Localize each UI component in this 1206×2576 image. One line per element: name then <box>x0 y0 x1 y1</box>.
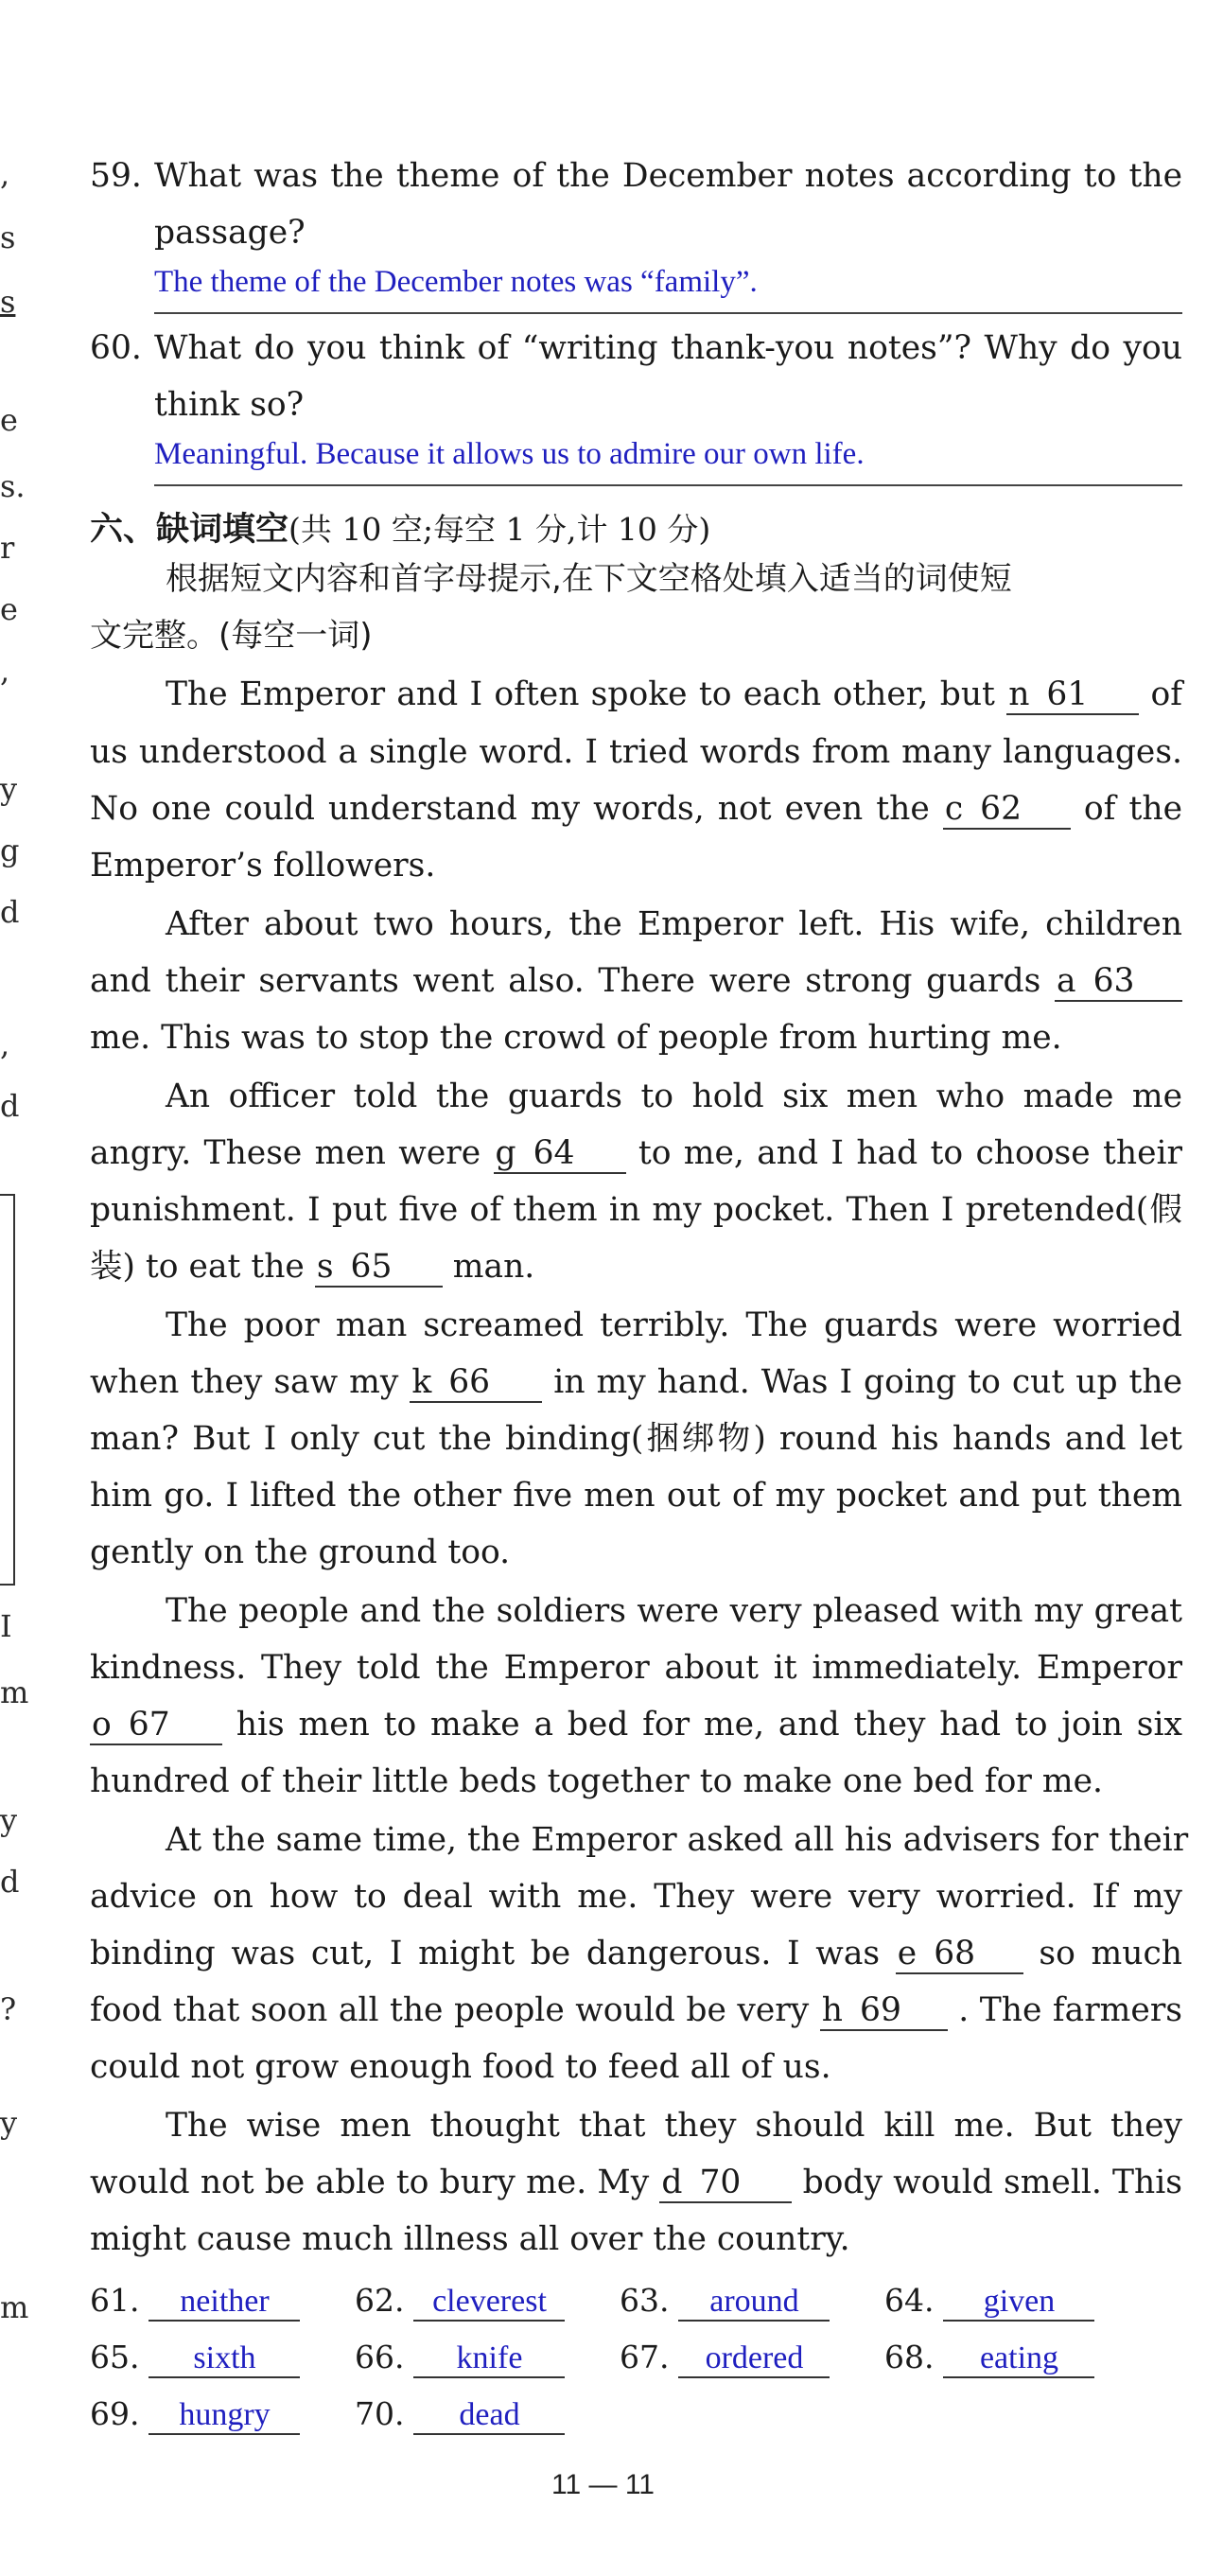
passage-text: would not be able to bury me. My <box>90 2164 650 2201</box>
blank-letter: s <box>316 1248 334 1286</box>
passage-text: body would smell. This <box>802 2164 1183 2201</box>
edge-fragment: , <box>0 156 10 192</box>
answer-67 <box>620 2339 830 2378</box>
passage-line: gently on the ground too. <box>90 1533 511 1571</box>
passage-text: of <box>1150 675 1183 713</box>
blank-letter: c <box>944 790 964 828</box>
passage-text: in my hand. Was I going to cut up the <box>553 1363 1183 1401</box>
passage-text: binding was cut, I might be dangerous. I was <box>90 1935 881 1972</box>
answer-68 <box>884 2339 1094 2378</box>
edge-fragment: r <box>0 530 15 566</box>
answer-65 <box>90 2339 300 2378</box>
answer-word[interactable]: sixth <box>149 2340 300 2378</box>
passage-line: might cause much illness all over the country. <box>90 2220 850 2258</box>
passage-line <box>90 1991 1182 2031</box>
passage-line: punishment. I put five of them in my pocket. Then I pretended(假 <box>90 1191 1182 1229</box>
answer-word[interactable]: neither <box>149 2284 300 2322</box>
answer-word[interactable]: hungry <box>149 2397 300 2435</box>
blank-70[interactable] <box>659 2165 792 2203</box>
passage-line: me. This was to stop the crowd of people from hurting me. <box>90 1019 1062 1057</box>
answer-64 <box>884 2282 1094 2322</box>
edge-fragment: y <box>0 1802 18 1838</box>
blank-number: 69 <box>860 1991 901 2029</box>
answer-number: 67. <box>620 2339 670 2375</box>
passage-line: kindness. They told the Emperor about it immediately. Emperor <box>90 1649 1182 1687</box>
instruction-text: 根据短文内容和首字母提示,在下文空格处填入适当的词使短 <box>166 560 1012 598</box>
edge-fragment: y <box>0 771 18 807</box>
answer-66 <box>355 2339 565 2378</box>
page-number: 11 — 11 <box>551 2469 655 2500</box>
answer-line <box>154 484 1182 486</box>
passage-line: The wise men thought that they should kill me. But they <box>166 2107 1182 2145</box>
edge-fragment: m <box>0 2289 29 2325</box>
edge-fragment: d <box>0 894 20 930</box>
passage-text: angry. These men were <box>90 1134 481 1172</box>
blank-66[interactable] <box>410 1365 542 1403</box>
answer-text: Meaningful. Because it allows us to admire our own life. <box>154 437 865 471</box>
answer-line <box>154 312 1182 314</box>
edge-fragment: s <box>0 219 16 255</box>
edge-fragment: d <box>0 1864 20 1900</box>
passage-text: his men to make a bed for me, and they had to join six <box>236 1706 1183 1744</box>
passage-text: to me, and I had to choose their <box>638 1134 1183 1172</box>
passage-line: After about two hours, the Emperor left. His wife, children <box>166 905 1182 943</box>
answer-word[interactable]: knife <box>413 2340 565 2378</box>
blank-61[interactable] <box>1006 677 1139 715</box>
edge-box <box>0 1194 15 1586</box>
passage-line: advice on how to deal with me. They were very worried. If my <box>90 1878 1182 1916</box>
passage-line: him go. I lifted the other five men out of my pocket and put them <box>90 1477 1182 1515</box>
passage-line: Emperor’s followers. <box>90 847 436 885</box>
passage-line: The people and the soldiers were very pleased with my great <box>166 1592 1182 1630</box>
passage-line <box>90 1134 1182 1174</box>
blank-letter: o <box>92 1706 112 1744</box>
blank-68[interactable] <box>896 1936 1023 1974</box>
edge-fragment: y <box>0 2105 18 2141</box>
edge-fragment: d <box>0 1088 20 1124</box>
blank-69[interactable] <box>820 1993 948 2031</box>
answer-word[interactable]: eating <box>943 2340 1094 2378</box>
blank-number: 62 <box>980 790 1022 828</box>
blank-number: 68 <box>934 1935 976 1972</box>
blank-letter: a <box>1057 962 1076 1000</box>
question-number: 59. <box>90 157 142 195</box>
blank-62[interactable] <box>943 792 1071 830</box>
blank-letter: e <box>897 1935 918 1972</box>
edge-fragment: s. <box>0 468 26 504</box>
answer-number: 63. <box>620 2282 670 2319</box>
answer-number: 70. <box>355 2395 405 2432</box>
passage-text: so much <box>1039 1935 1183 1972</box>
edge-fragment: , <box>0 1026 10 1062</box>
answer-word[interactable]: given <box>943 2284 1094 2322</box>
section-scoring: (共 10 空;每空 1 分,计 10 分) <box>288 511 711 548</box>
edge-fragment: , <box>0 653 10 689</box>
blank-letter: d <box>661 2164 683 2201</box>
edge-fragment: g <box>0 832 20 868</box>
blank-number: 64 <box>533 1134 575 1172</box>
passage-line <box>90 790 1182 830</box>
passage-line <box>90 962 1182 1002</box>
passage-line <box>90 1935 1182 1974</box>
answer-62 <box>355 2282 565 2322</box>
blank-67[interactable] <box>90 1708 222 1745</box>
answer-number: 61. <box>90 2282 140 2319</box>
blank-number: 65 <box>350 1248 393 1286</box>
passage-line: The poor man screamed terribly. The guards were worried <box>166 1306 1182 1344</box>
answer-text: The theme of the December notes was “family”. <box>154 265 758 299</box>
question-number: 60. <box>90 329 142 367</box>
answer-number: 64. <box>884 2282 935 2319</box>
blank-number: 70 <box>699 2164 742 2201</box>
answer-63 <box>620 2282 830 2322</box>
passage-line <box>90 2164 1182 2203</box>
edge-fragment: ? <box>0 1991 17 2027</box>
passage-text: The Emperor and I often spoke to each other, but <box>166 675 995 713</box>
blank-letter: k <box>411 1363 432 1401</box>
passage-line: man? But I only cut the binding(捆绑物) round his hands and let <box>90 1420 1182 1458</box>
blank-number: 63 <box>1092 962 1135 1000</box>
passage-line: could not grow enough food to feed all of us. <box>90 2048 831 2086</box>
passage-line: us understood a single word. I tried words from many languages. <box>90 733 1182 771</box>
question-text: think so? <box>154 386 305 424</box>
passage-line <box>90 1248 534 1288</box>
blank-letter: g <box>495 1134 516 1172</box>
blank-letter: n <box>1008 675 1030 713</box>
answer-number: 66. <box>355 2339 405 2375</box>
passage-text: . The farmers <box>958 1991 1183 2029</box>
passage-line <box>90 1363 1182 1403</box>
section-heading <box>90 503 710 551</box>
edge-fragment: e <box>0 402 18 438</box>
question-text: passage? <box>154 214 306 252</box>
blank-number: 61 <box>1046 675 1089 713</box>
answer-word[interactable]: dead <box>413 2397 565 2435</box>
edge-fragment: e <box>0 591 18 627</box>
passage-text: and their servants went also. There were strong guards <box>90 962 1041 1000</box>
passage-line: At the same time, the Emperor asked all his advisers for their <box>166 1821 1189 1859</box>
passage-line <box>90 1706 1182 1745</box>
passage-text: No one could understand my words, not even the <box>90 790 930 828</box>
answer-word[interactable]: around <box>678 2284 830 2322</box>
instruction-text: 文完整。(每空一词) <box>90 617 373 655</box>
question-text: What was the theme of the December notes according to the <box>154 157 1182 195</box>
edge-fragment: m <box>0 1674 29 1710</box>
answer-number: 68. <box>884 2339 935 2375</box>
edge-fragment: I <box>0 1608 12 1644</box>
passage-text: when they saw my <box>90 1363 399 1401</box>
passage-line: hundred of their little beds together to make one bed for me. <box>90 1762 1103 1800</box>
answer-61 <box>90 2282 300 2322</box>
answer-number: 62. <box>355 2282 405 2319</box>
answer-number: 69. <box>90 2395 140 2432</box>
passage-text: of the <box>1083 790 1183 828</box>
edge-fragment: s <box>0 284 16 320</box>
passage-text: food that soon all the people would be very <box>90 1991 810 2029</box>
adjacent-page-edge <box>0 0 28 2576</box>
passage-text: 装) to eat the <box>90 1248 305 1286</box>
blank-65[interactable] <box>315 1250 443 1288</box>
answer-word[interactable]: ordered <box>678 2340 830 2378</box>
answer-70 <box>355 2395 565 2435</box>
passage-line: An officer told the guards to hold six men who made me <box>166 1078 1182 1115</box>
answer-69 <box>90 2395 300 2435</box>
blank-63[interactable] <box>1055 964 1182 1002</box>
section-title: 六、缺词填空 <box>90 511 289 549</box>
blank-number: 66 <box>448 1363 491 1401</box>
passage-line <box>166 675 1182 715</box>
question-text: What do you think of “writing thank-you notes”? Why do you <box>154 329 1182 367</box>
blank-letter: h <box>821 1991 843 2029</box>
blank-number: 67 <box>128 1706 170 1744</box>
answer-word[interactable]: cleverest <box>413 2284 565 2322</box>
answer-number: 65. <box>90 2339 140 2375</box>
blank-64[interactable] <box>494 1136 626 1174</box>
passage-text: man. <box>452 1248 535 1286</box>
